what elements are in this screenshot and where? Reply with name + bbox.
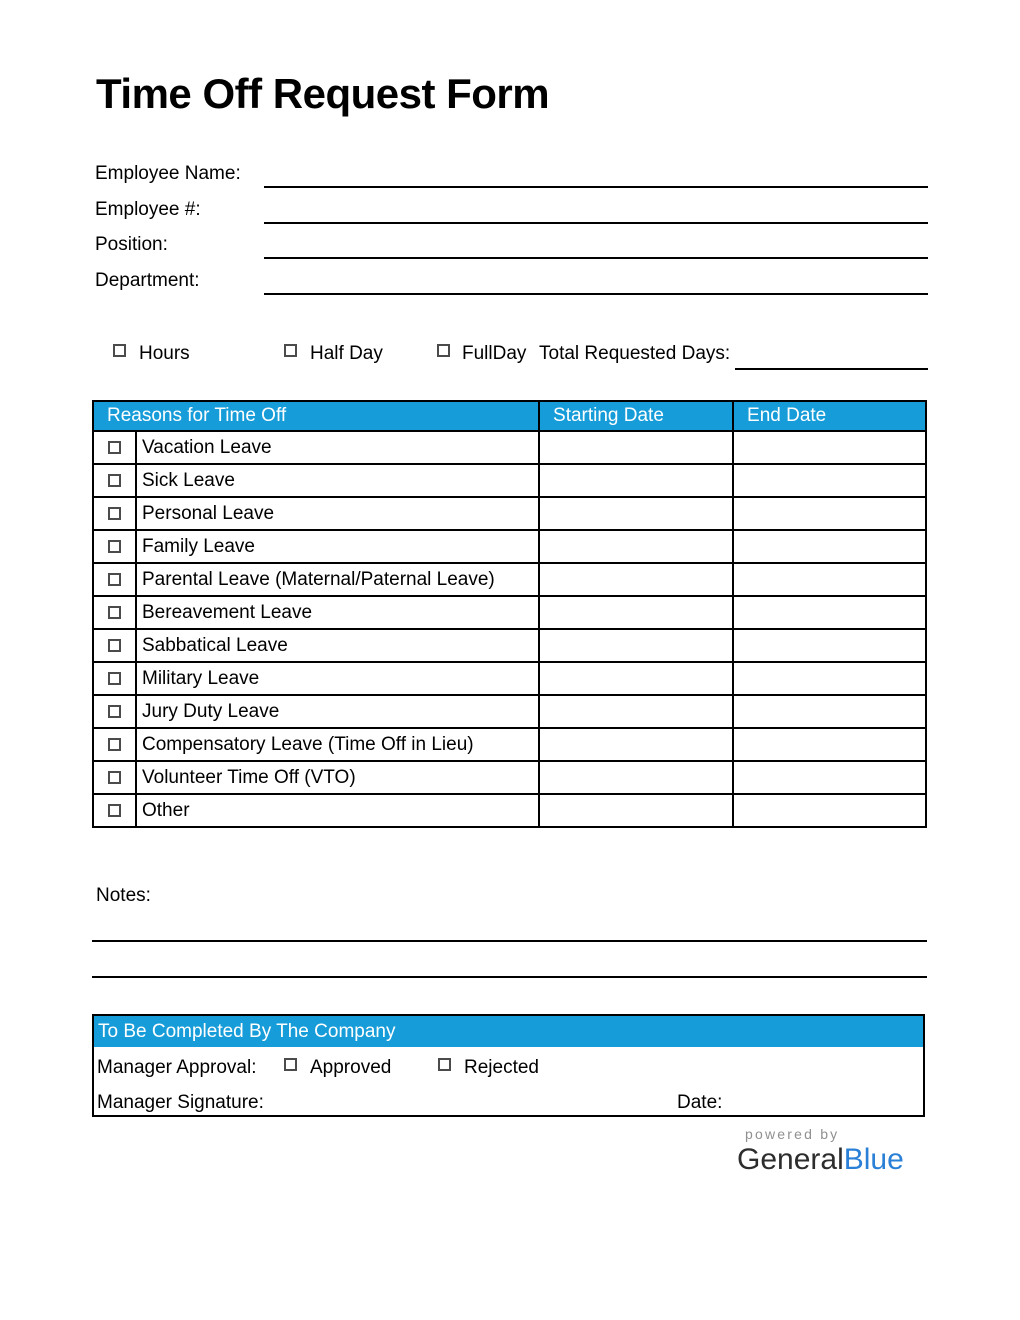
powered-by-text: powered by (745, 1126, 840, 1142)
field-row-employee-number (95, 198, 928, 234)
reason-row-sabbatical-leave (93, 629, 926, 662)
reason-label: Family Leave (136, 530, 539, 563)
reason-checkbox-family-leave[interactable] (108, 540, 121, 553)
reason-label: Personal Leave (136, 497, 539, 530)
reason-row-parental-leave-maternal-paternal-leave (93, 563, 926, 596)
reason-checkbox-cell (93, 431, 136, 464)
brand-blue-text: Blue (843, 1143, 904, 1176)
notes-input-line-2[interactable] (92, 976, 927, 978)
reason-row-family-leave (93, 530, 926, 563)
notes-label: Notes: (96, 885, 151, 906)
notes-input-line-1[interactable] (92, 940, 927, 942)
reason-checkbox-cell (93, 497, 136, 530)
reason-checkbox-cell (93, 629, 136, 662)
reason-label: Volunteer Time Off (VTO) (136, 761, 539, 794)
end-date-cell[interactable] (733, 728, 926, 761)
reason-checkbox-cell (93, 728, 136, 761)
reasons-table-header-row (93, 401, 926, 431)
starting-date-cell[interactable] (539, 596, 733, 629)
reason-label: Bereavement Leave (136, 596, 539, 629)
reason-checkbox-cell (93, 695, 136, 728)
end-date-cell[interactable] (733, 662, 926, 695)
reason-row-bereavement-leave (93, 596, 926, 629)
end-date-cell[interactable] (733, 563, 926, 596)
starting-date-cell[interactable] (539, 563, 733, 596)
position-input[interactable] (264, 257, 928, 259)
reason-checkbox-parental-leave-maternal-paternal-leave[interactable] (108, 573, 121, 586)
starting-date-cell[interactable] (539, 530, 733, 563)
hours-label: Hours (139, 343, 190, 364)
reason-checkbox-cell (93, 563, 136, 596)
reason-checkbox-cell (93, 596, 136, 629)
reason-row-other (93, 794, 926, 827)
starting-date-cell[interactable] (539, 662, 733, 695)
starting-date-cell[interactable] (539, 728, 733, 761)
approved-checkbox[interactable] (284, 1058, 297, 1071)
manager-signature-label: Manager Signature: (97, 1092, 264, 1113)
manager-approval-row (94, 1047, 923, 1082)
end-date-cell[interactable] (733, 464, 926, 497)
end-date-column-header: End Date (733, 401, 926, 431)
general-blue-wordmark (737, 1143, 904, 1177)
half-day-label: Half Day (310, 343, 383, 364)
reason-checkbox-bereavement-leave[interactable] (108, 606, 121, 619)
field-row-position (95, 233, 928, 269)
starting-date-cell[interactable] (539, 761, 733, 794)
reason-label: Parental Leave (Maternal/Paternal Leave) (136, 563, 539, 596)
reason-row-sick-leave (93, 464, 926, 497)
total-requested-days-label: Total Requested Days: (539, 343, 731, 364)
reason-row-compensatory-leave-time-off-in-lieu (93, 728, 926, 761)
full-day-label: FullDay (462, 343, 527, 364)
reason-checkbox-compensatory-leave-time-off-in-lieu[interactable] (108, 738, 121, 751)
reason-label: Other (136, 794, 539, 827)
approved-label: Approved (310, 1057, 392, 1078)
form-title: Time Off Request Form (96, 70, 550, 117)
general-blue-logo (737, 1126, 912, 1181)
manager-approval-label: Manager Approval: (97, 1057, 257, 1078)
end-date-cell[interactable] (733, 761, 926, 794)
reason-checkbox-personal-leave[interactable] (108, 507, 121, 520)
end-date-cell[interactable] (733, 530, 926, 563)
employee-info-section (95, 162, 928, 304)
rejected-checkbox[interactable] (438, 1058, 451, 1071)
reason-checkbox-cell (93, 761, 136, 794)
employee-name-input[interactable] (264, 186, 928, 188)
employee-number-label: Employee #: (95, 198, 201, 220)
reasons-table (92, 400, 927, 828)
reason-label: Military Leave (136, 662, 539, 695)
end-date-cell[interactable] (733, 596, 926, 629)
reason-checkbox-jury-duty-leave[interactable] (108, 705, 121, 718)
total-requested-days-input[interactable] (735, 368, 928, 370)
company-section (92, 1014, 925, 1117)
reasons-column-header: Reasons for Time Off (93, 401, 539, 431)
end-date-cell[interactable] (733, 629, 926, 662)
reason-row-vacation-leave (93, 431, 926, 464)
reason-label: Compensatory Leave (Time Off in Lieu) (136, 728, 539, 761)
reason-checkbox-volunteer-time-off-vto[interactable] (108, 771, 121, 784)
full-day-checkbox[interactable] (437, 344, 450, 357)
brand-general-text: General (737, 1143, 844, 1176)
reason-label: Jury Duty Leave (136, 695, 539, 728)
position-label: Position: (95, 234, 168, 255)
end-date-cell[interactable] (733, 794, 926, 827)
reason-row-military-leave (93, 662, 926, 695)
field-row-department (95, 269, 928, 305)
department-input[interactable] (264, 293, 928, 295)
reason-checkbox-sabbatical-leave[interactable] (108, 639, 121, 652)
starting-date-cell[interactable] (539, 794, 733, 827)
reason-checkbox-vacation-leave[interactable] (108, 441, 121, 454)
reason-label: Sick Leave (136, 464, 539, 497)
starting-date-cell[interactable] (539, 497, 733, 530)
company-section-header: To Be Completed By The Company (94, 1016, 923, 1047)
half-day-checkbox[interactable] (284, 344, 297, 357)
employee-name-label: Employee Name: (95, 163, 241, 184)
reason-label: Sabbatical Leave (136, 629, 539, 662)
rejected-label: Rejected (464, 1057, 539, 1078)
manager-signature-row (94, 1082, 923, 1113)
reason-checkbox-military-leave[interactable] (108, 672, 121, 685)
date-label: Date: (677, 1092, 723, 1113)
reason-checkbox-cell (93, 794, 136, 827)
end-date-cell[interactable] (733, 695, 926, 728)
employee-number-input[interactable] (264, 222, 928, 224)
reason-checkbox-cell (93, 662, 136, 695)
reason-checkbox-other[interactable] (108, 804, 121, 817)
starting-date-cell[interactable] (539, 695, 733, 728)
reason-checkbox-cell (93, 464, 136, 497)
reason-checkbox-cell (93, 530, 136, 563)
reason-checkbox-sick-leave[interactable] (108, 474, 121, 487)
starting-date-column-header: Starting Date (539, 401, 733, 431)
hours-checkbox[interactable] (113, 344, 126, 357)
department-label: Department: (95, 269, 200, 291)
duration-options-row (0, 341, 1020, 377)
end-date-cell[interactable] (733, 497, 926, 530)
end-date-cell[interactable] (733, 431, 926, 464)
starting-date-cell[interactable] (539, 629, 733, 662)
reason-row-volunteer-time-off-vto (93, 761, 926, 794)
reason-row-jury-duty-leave (93, 695, 926, 728)
starting-date-cell[interactable] (539, 431, 733, 464)
reason-label: Vacation Leave (136, 431, 539, 464)
reason-row-personal-leave (93, 497, 926, 530)
starting-date-cell[interactable] (539, 464, 733, 497)
field-row-employee-name (95, 162, 928, 198)
